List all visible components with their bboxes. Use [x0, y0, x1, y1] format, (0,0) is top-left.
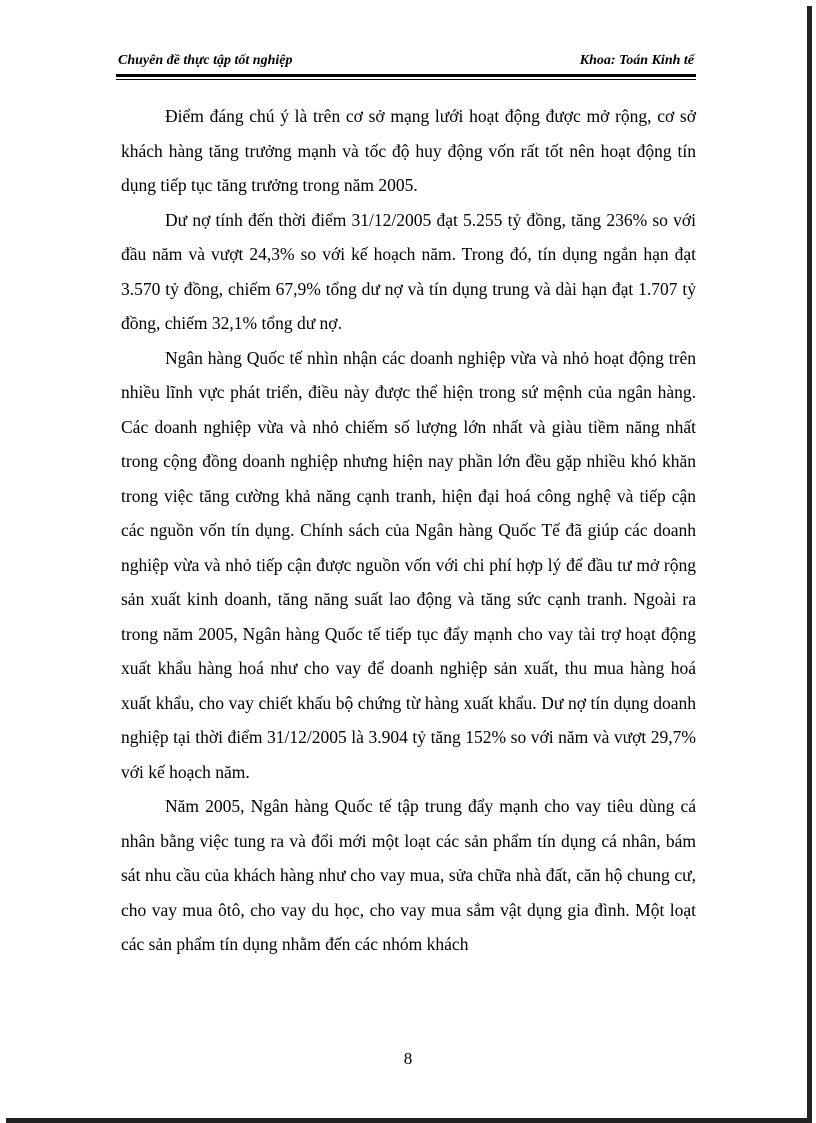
header-rule-thin — [116, 79, 696, 80]
paragraph-3: Ngân hàng Quốc tế nhìn nhận các doanh nghiệp vừa và nhỏ hoạt động trên nhiều lĩnh vực phát triển, điều này được thể hiện trong sứ mệnh của ngân hàng. Các doanh nghiệp vừa và nhỏ chiếm số lượng lớn nhất và giàu tiềm năng nhất trong cộng đồng doanh nghiệp nhưng hiện nay phần lớn đều gặp nhiều khó khăn trong việc tăng cường khả năng cạnh tranh, hiện đại hoá công nghệ và tiếp cận các nguồn vốn tín dụng. Chính sách của Ngân hàng Quốc Tế đã giúp các doanh nghiệp vừa và nhỏ tiếp cận được nguồn vốn với chi phí hợp lý để đầu tư mở rộng sản xuất kinh doanh, tăng năng suất lao động và tăng sức cạnh tranh. Ngoài ra trong năm 2005, Ngân hàng Quốc tế tiếp tục đẩy mạnh cho vay tài trợ hoạt động xuất khẩu hàng hoá như cho vay để doanh nghiệp sản xuất, thu mua hàng hoá xuất khẩu, cho vay chiết khấu bộ chứng từ hàng xuất khẩu. Dư nợ tín dụng doanh nghiệp tại thời điểm 31/12/2005 là 3.904 tỷ tăng 152% so với năm và vượt 29,7% với kế hoạch năm. — [121, 347, 696, 782]
page-number: 8 — [403, 1049, 413, 1068]
body-text — [121, 99, 696, 962]
paragraph-2: Dư nợ tính đến thời điểm 31/12/2005 đạt 5.255 tỷ đồng, tăng 236% so với đầu năm và vượt 24,3% so với kế hoạch năm. Trong đó, tín dụng ngắn hạn đạt 3.570 tỷ đồng, chiếm 67,9% tổng dư nợ và tín dụng trung và dài hạn đạt 1.707 tỷ đồng, chiếm 32,1% tổng dư nợ. — [121, 209, 696, 333]
page-header — [118, 50, 694, 72]
header-title-left: Chuyên đề thực tập tốt nghiệp — [118, 53, 293, 68]
page-shadow-right — [807, 6, 812, 1120]
paragraph-1: Điểm đáng chú ý là trên cơ sở mạng lưới hoạt động được mở rộng, cơ sở khách hàng tăng trưởng mạnh và tốc độ huy động vốn rất tốt nên hoạt động tín dụng tiếp tục tăng trưởng trong năm 2005. — [121, 106, 696, 195]
paragraph-4: Năm 2005, Ngân hàng Quốc tế tập trung đẩy mạnh cho vay tiêu dùng cá nhân bằng việc tung ra và đổi mới một loạt các sản phẩm tín dụng cá nhân, bám sát nhu cầu của khách hàng như cho vay mua, sửa chữa nhà đất, căn hộ chung cư, cho vay mua ôtô, cho vay du học, cho vay mua sắm vật dụng gia đình. Một loạt các sản phẩm tín dụng nhằm đến các nhóm khách — [121, 796, 696, 954]
header-rule-thick — [116, 74, 696, 77]
header-title-right: Khoa: Toán Kinh tế — [579, 53, 694, 68]
page-shadow-bottom — [6, 1118, 812, 1123]
